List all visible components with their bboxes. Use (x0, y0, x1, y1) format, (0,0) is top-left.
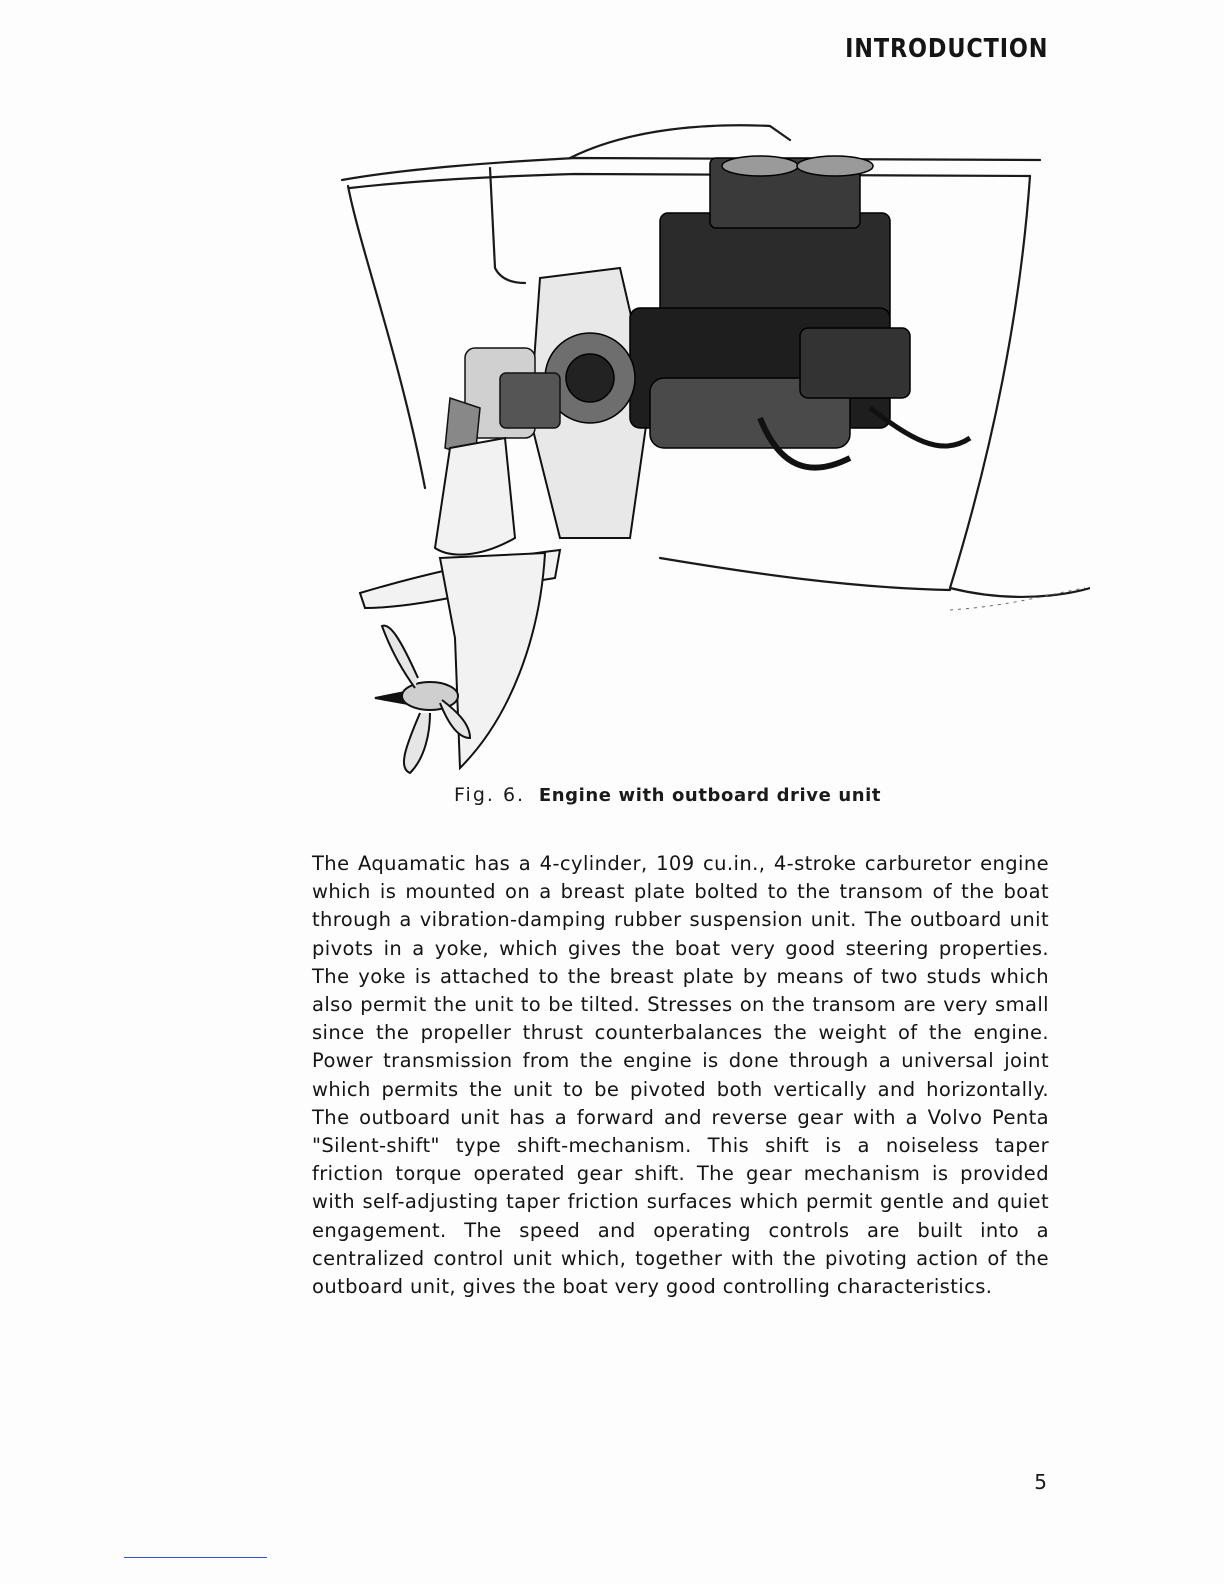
page-number: 5 (1034, 1470, 1047, 1494)
hull-gunwale (342, 158, 1040, 180)
windshield-top (570, 125, 790, 158)
hull-side-left (348, 186, 425, 488)
figure-caption (454, 784, 881, 806)
drive-leg-lower (440, 553, 545, 768)
windshield-frame (490, 168, 525, 283)
footer-rule (124, 1557, 267, 1558)
section-title: INTRODUCTION (844, 34, 1048, 64)
hull-gunwale-inner (350, 174, 1030, 188)
drive-leg-upper (435, 438, 515, 555)
figure-caption-text: Engine with outboard drive unit (538, 785, 882, 806)
hull-side-right (950, 176, 1090, 597)
hull-bottom (660, 558, 950, 590)
engine-illustration (330, 118, 1090, 783)
body-paragraph: The Aquamatic has a 4-cylinder, 109 cu.in., 4-stroke carburetor engine which is mounted on a breast plate bolted to the transom of the boat through a vibration-damping rubber suspension unit. The outboard unit pivots in a yoke, which gives the boat very good steering properties. The yoke is attached to the breast plate by means of two studs which also permit the unit to be tilted. Stresses on the transom are very small since the propeller thrust counterbalances the weight of the engine. Power transmission from the engine is done through a universal joint which permits the unit to be pivoted both vertically and horizontally. The outboard unit has a forward and reverse gear with a Volvo Penta "Silent-shift" type shift-mechanism. This shift is a noiseless taper friction torque operated gear shift. The gear mechanism is provided with self-adjusting taper friction surfaces which permit gentle and quiet engagement. The speed and operating controls are built into a centralized control unit which, together with the pivoting action of the outboard unit, gives the boat very good controlling characteristics. (312, 852, 1049, 1299)
figure-number: Fig. 6. (454, 784, 526, 806)
